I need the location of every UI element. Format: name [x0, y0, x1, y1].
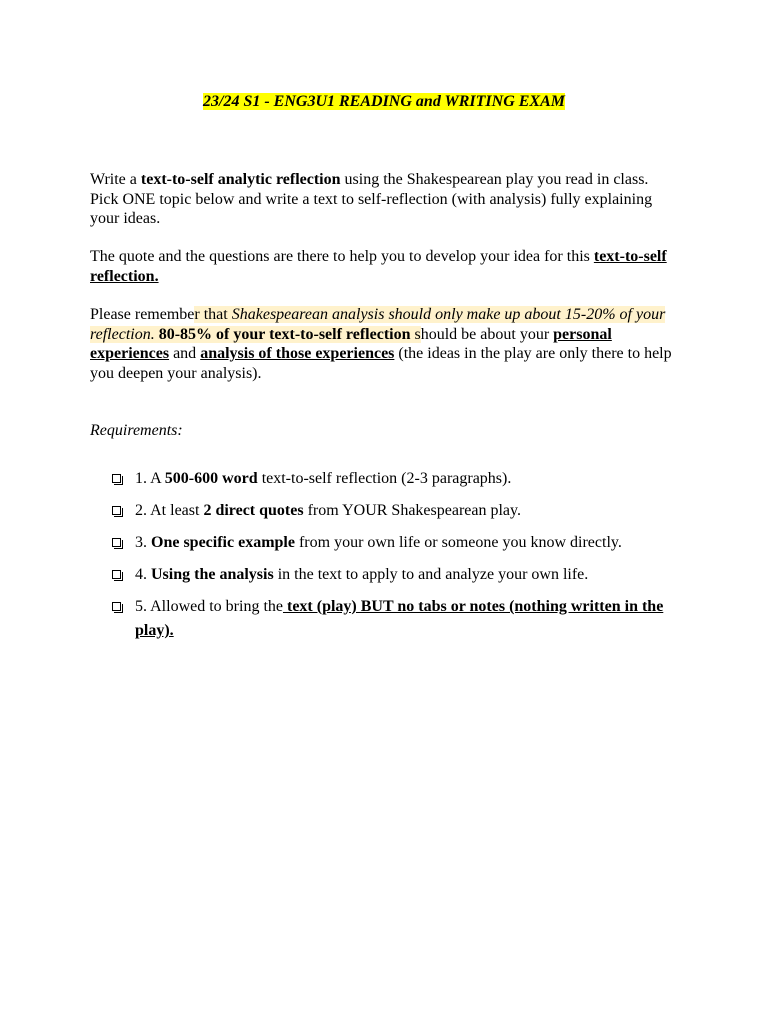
checkbox-icon — [112, 506, 121, 515]
reminder-personal-experiences: personal experiences — [90, 325, 612, 362]
intro-bold-reflection: text-to-self analytic reflection — [140, 171, 341, 188]
requirements-label: Requirements: — [90, 422, 183, 439]
quote-bold-reflection: text-to-self reflection. — [90, 248, 667, 285]
reminder-text-1: Please remembe — [90, 306, 195, 323]
requirement-bold: Using the analysis — [151, 566, 274, 583]
requirement-text: text-to-self reflection (2-3 paragraphs). — [257, 470, 512, 487]
checkbox-icon — [112, 602, 121, 611]
requirement-text: 2. At least — [135, 502, 204, 519]
requirements-list — [112, 467, 692, 651]
intro-paragraph — [90, 170, 680, 229]
requirement-item — [112, 467, 692, 491]
reminder-highlight-bold: 80-85% of your text-to-self reflection — [158, 325, 411, 343]
reminder-text-2: hould be about your — [420, 325, 554, 343]
requirement-item — [112, 531, 692, 555]
reminder-text-4: (the ideas in the play are only there to help you deepen your analysis). — [90, 345, 672, 382]
requirement-bold: One specific example — [151, 534, 295, 551]
requirement-item — [112, 595, 692, 643]
checkbox-icon — [112, 474, 121, 483]
intro-text-1: Write a — [90, 171, 141, 188]
quote-text-1: The quote and the questions are there to help you to develop your idea for this — [90, 248, 594, 265]
requirement-text: 3. — [135, 534, 151, 551]
reminder-paragraph — [90, 305, 680, 383]
requirement-bold: 500-600 word — [164, 470, 258, 487]
requirement-text: from YOUR Shakespearean play. — [303, 502, 521, 519]
reminder-text-3: and — [169, 345, 201, 362]
requirement-item — [112, 563, 692, 587]
requirement-text: in the text to apply to and analyze your own life. — [273, 566, 589, 583]
quote-paragraph — [90, 247, 680, 286]
exam-title: 23/24 S1 - ENG3U1 READING and WRITING EXAM — [203, 93, 565, 110]
intro-text-2: using the Shakespearean play you read in class. Pick ONE topic below and write a text to self-reflection (with analysis) fully explaining your ideas. — [90, 171, 653, 227]
requirement-text: from your own life or someone you know directly. — [294, 534, 622, 551]
requirement-item — [112, 499, 692, 523]
requirement-text: 5. Allowed to bring the — [135, 598, 283, 615]
reminder-highlight-italic: Shakespearean analysis should only make up about 15-20% of your reflection. — [90, 306, 666, 343]
checkbox-icon — [112, 538, 121, 547]
reminder-highlight-3: s — [410, 325, 421, 343]
requirement-text: 4. — [135, 566, 151, 583]
checkbox-icon — [112, 570, 121, 579]
requirement-text: 1. A — [135, 470, 165, 487]
reminder-analysis-experiences: analysis of those experiences — [200, 345, 395, 362]
requirement-bold: text (play) BUT no tabs or notes (nothing written in the play). — [135, 598, 664, 639]
reminder-highlight-1: r that — [194, 306, 232, 323]
requirement-bold: 2 direct quotes — [203, 502, 304, 519]
title-container — [0, 92, 768, 112]
